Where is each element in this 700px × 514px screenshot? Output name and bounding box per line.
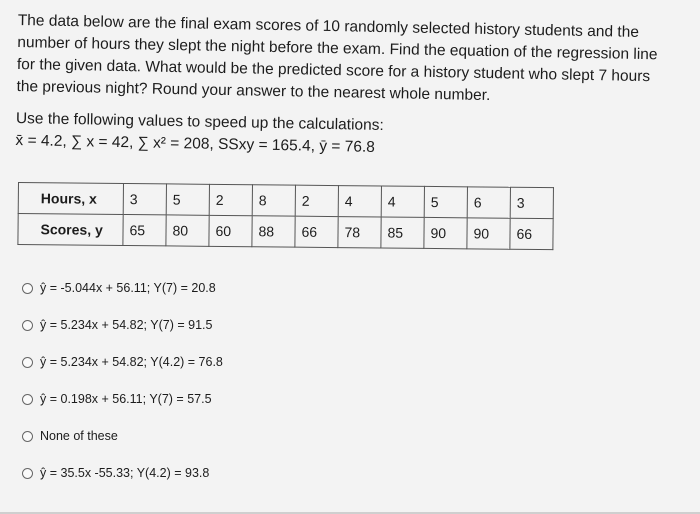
- option-label: ŷ = 35.5x -55.33; Y(4.2) = 93.8: [40, 466, 210, 480]
- question-line: The data below are the final exam scores of 10 randomly selected history students and the: [17, 11, 640, 41]
- radio-button[interactable]: [22, 357, 33, 368]
- row-header: Scores, y: [18, 214, 123, 246]
- option-label: ŷ = 0.198x + 56.11; Y(7) = 57.5: [40, 392, 212, 406]
- table-cell: 90: [467, 218, 510, 249]
- option-label: ŷ = 5.234x + 54.82; Y(7) = 91.5: [40, 318, 213, 332]
- radio-button[interactable]: [22, 320, 33, 331]
- option-label: ŷ = -5.044x + 56.11; Y(7) = 20.8: [40, 281, 216, 295]
- question-line: for the given data. What would be the predicted score for a history student who slept 7 hours: [16, 55, 651, 86]
- hint-values: x̄ = 4.2, ∑ x = 42, ∑ x² = 208, SSxy = 165.4, ȳ = 76.8: [15, 131, 376, 156]
- table-row-scores: [18, 214, 553, 250]
- table-cell: 3: [123, 184, 166, 215]
- answer-option-6[interactable]: [22, 463, 223, 483]
- answer-option-3[interactable]: [22, 352, 223, 372]
- answer-option-2[interactable]: [22, 315, 223, 335]
- table-cell: 66: [295, 216, 338, 247]
- answer-options: [22, 278, 223, 500]
- table-cell: 78: [338, 217, 381, 248]
- table-cell: 65: [123, 215, 166, 246]
- table-cell: 5: [166, 184, 209, 215]
- table-cell: 3: [510, 187, 553, 218]
- question-text: [15, 10, 688, 165]
- table-cell: 66: [510, 218, 553, 249]
- row-header: Hours, x: [18, 183, 123, 215]
- option-label: ŷ = 5.234x + 54.82; Y(4.2) = 76.8: [40, 355, 223, 369]
- table-cell: 90: [424, 217, 467, 248]
- radio-button[interactable]: [22, 283, 33, 294]
- answer-option-5[interactable]: [22, 426, 223, 446]
- table-cell: 60: [209, 215, 252, 246]
- table-cell: 6: [467, 187, 510, 218]
- question-line: the previous night? Round your answer to the nearest whole number.: [16, 77, 491, 105]
- table-cell: 2: [209, 184, 252, 215]
- answer-option-1[interactable]: [22, 278, 223, 298]
- table-cell: 4: [381, 186, 424, 217]
- table-cell: 8: [252, 185, 295, 216]
- table-cell: 85: [381, 217, 424, 248]
- option-label: None of these: [40, 429, 118, 443]
- table-row-hours: [18, 183, 553, 219]
- table-cell: 4: [338, 186, 381, 217]
- answer-option-4[interactable]: [22, 389, 223, 409]
- table-cell: 5: [424, 186, 467, 217]
- table-cell: 80: [166, 215, 209, 246]
- radio-button[interactable]: [22, 394, 33, 405]
- hint-title: Use the following values to speed up the calculations:: [15, 109, 384, 135]
- table-cell: 2: [295, 185, 338, 216]
- data-table: [17, 182, 554, 250]
- radio-button[interactable]: [22, 468, 33, 479]
- table-cell: 88: [252, 216, 295, 247]
- radio-button[interactable]: [22, 431, 33, 442]
- question-line: number of hours they slept the night before the exam. Find the equation of the regression line: [17, 33, 658, 64]
